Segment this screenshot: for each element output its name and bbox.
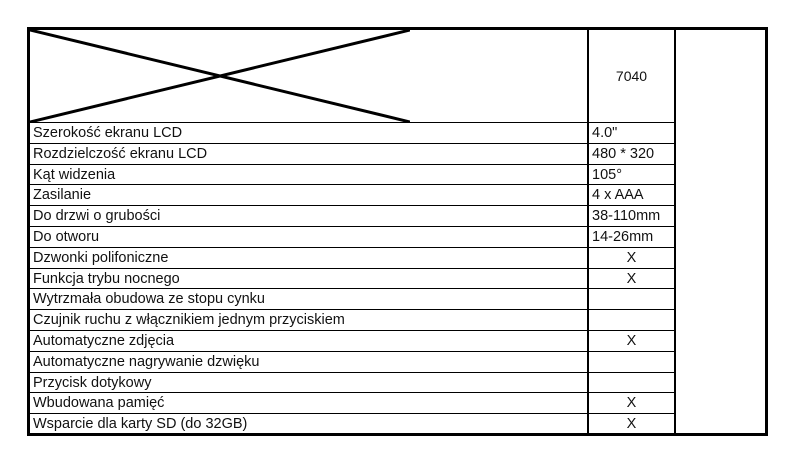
feature-value: [589, 310, 674, 330]
placeholder-cross-image: [30, 30, 410, 122]
feature-value: X: [626, 395, 637, 412]
spec-table: [27, 27, 768, 436]
feature-value: 4.0": [592, 125, 618, 141]
feature-label: Kąt widzenia: [33, 166, 116, 183]
column-divider: [674, 30, 676, 433]
feature-label: Dzwonki polifoniczne: [33, 249, 169, 266]
table-row: [30, 165, 674, 185]
table-row: [30, 206, 674, 226]
feature-value: 4 x AAA: [592, 187, 644, 204]
feature-label: Wsparcie dla karty SD (do 32GB): [33, 416, 248, 433]
feature-value: X: [626, 270, 637, 287]
feature-value: 480 * 320: [592, 145, 655, 162]
table-row: [30, 269, 674, 289]
table-row: [30, 248, 674, 268]
table-row: [30, 185, 674, 205]
table-row: [30, 289, 674, 309]
table-row: [30, 393, 674, 413]
feature-label: Czujnik ruchu z włącznikiem jednym przyciskiem: [33, 312, 345, 329]
table-row: [30, 414, 674, 434]
feature-label: Funkcja trybu nocnego: [33, 270, 180, 287]
table-row: [30, 144, 674, 164]
feature-label: Szerokość ekranu LCD: [33, 125, 183, 141]
model-number: 7040: [615, 68, 648, 84]
feature-value: 14-26mm: [592, 229, 654, 245]
feature-label: Wytrzmała obudowa ze stopu cynku: [33, 291, 265, 308]
table-row: [30, 310, 674, 330]
feature-value: 38-110mm: [592, 208, 661, 225]
feature-label: Automatyczne nagrywanie dzwięku: [33, 353, 260, 370]
table-row: [30, 352, 674, 372]
feature-value: 105°: [592, 166, 622, 183]
feature-label: Przycisk dotykowy: [33, 374, 152, 391]
table-row: [30, 123, 674, 143]
feature-label: Do drzwi o grubości: [33, 208, 161, 225]
feature-value: [589, 289, 674, 309]
feature-label: Wbudowana pamięć: [33, 395, 165, 412]
feature-label: Automatyczne zdjęcia: [33, 333, 175, 349]
feature-value: [589, 373, 674, 393]
feature-label: Rozdzielczość ekranu LCD: [33, 145, 208, 162]
table-row: [30, 331, 674, 351]
feature-value: [589, 352, 674, 372]
feature-value: X: [626, 249, 637, 266]
feature-label: Zasilanie: [33, 187, 92, 204]
feature-label: Do otworu: [33, 229, 100, 245]
feature-value: X: [626, 416, 637, 433]
table-row: [30, 227, 674, 247]
feature-value: X: [626, 333, 637, 349]
table-row: [30, 373, 674, 393]
